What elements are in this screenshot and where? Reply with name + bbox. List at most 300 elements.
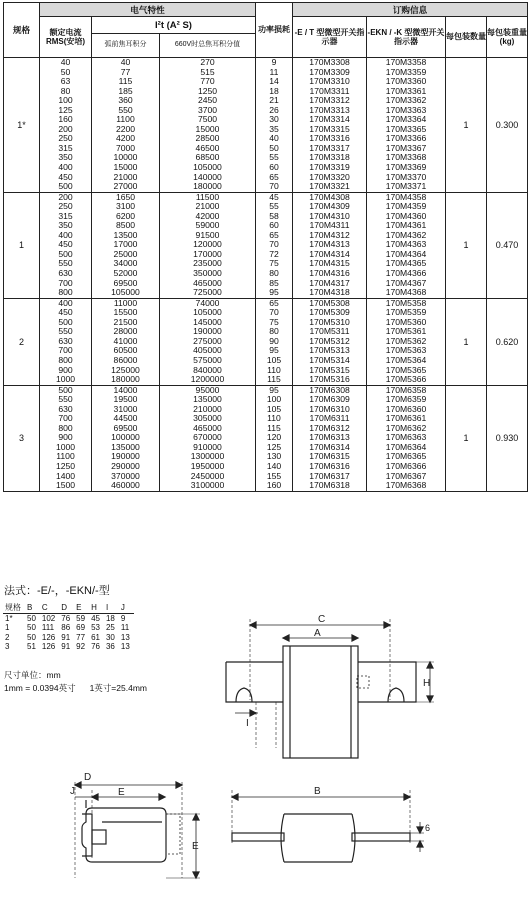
table-cell: 160 bbox=[266, 480, 282, 491]
dim-header-cell: E bbox=[74, 603, 89, 613]
dim-cell: 91 bbox=[61, 642, 71, 651]
table-cell: 125 bbox=[58, 104, 73, 115]
table-cell: 86000 bbox=[113, 354, 138, 365]
table-cell: 840000 bbox=[193, 364, 222, 375]
table-cell: 465000 bbox=[193, 422, 222, 433]
size-cell: 1 bbox=[4, 192, 40, 298]
table-cell: 95 bbox=[269, 345, 279, 356]
table-cell: 34000 bbox=[113, 258, 138, 269]
table-cell: 105000 bbox=[193, 162, 222, 173]
dim-cell: 45 bbox=[91, 613, 100, 623]
table-cell: 70 bbox=[269, 239, 279, 250]
dim-cell: 126 bbox=[41, 642, 56, 651]
table-cell: 910000 bbox=[193, 441, 222, 452]
table-cell: 190000 bbox=[111, 451, 140, 462]
table-cell: 170M3369 bbox=[385, 162, 427, 173]
header-rated-current: 额定电流 RMS(安培) bbox=[40, 17, 92, 58]
table-cell: 170M4308 bbox=[309, 191, 350, 202]
table-cell: 170M3358 bbox=[385, 57, 427, 67]
type-line: 法式：-E/-，-EKN/-型 bbox=[4, 585, 110, 597]
label-H: H bbox=[423, 678, 431, 689]
label-J: J bbox=[70, 786, 75, 797]
table-cell: 180000 bbox=[111, 374, 140, 385]
table-cell: 7000 bbox=[115, 142, 136, 153]
table-cell: 170M4365 bbox=[385, 258, 427, 269]
table-cell: 105000 bbox=[193, 307, 222, 318]
table-cell: 8500 bbox=[115, 220, 136, 231]
table-cell: 170M5360 bbox=[385, 316, 427, 327]
table-cell: 315 bbox=[58, 142, 73, 153]
dim-cell: 91 bbox=[61, 632, 71, 642]
table-cell: 13500 bbox=[113, 229, 138, 240]
table-cell: 3100 bbox=[115, 201, 136, 212]
table-cell: 170M4313 bbox=[309, 239, 350, 250]
label-E-side: E bbox=[118, 787, 125, 798]
weight-cell: 0.930 bbox=[487, 385, 528, 491]
table-cell: 69500 bbox=[113, 422, 138, 433]
table-cell: 170M4367 bbox=[385, 277, 427, 288]
table-cell: 170M5361 bbox=[385, 326, 427, 337]
table-cell: 400 bbox=[58, 229, 73, 240]
table-cell: 170M3317 bbox=[309, 142, 350, 153]
table-cell: 21000 bbox=[113, 171, 138, 182]
table-cell: 17000 bbox=[113, 239, 138, 250]
table-cell: 500 bbox=[58, 248, 73, 259]
table-cell: 400 bbox=[58, 297, 73, 308]
table-cell: 1100 bbox=[116, 114, 135, 125]
table-cell: 170M4361 bbox=[385, 220, 427, 231]
table-cell: 170M3364 bbox=[385, 114, 427, 125]
table-cell: 170M5309 bbox=[309, 307, 350, 318]
table-cell: 26 bbox=[269, 104, 279, 115]
dim-cell: 18 bbox=[105, 613, 115, 623]
dim-cell: 25 bbox=[105, 623, 115, 632]
label-I: I bbox=[246, 718, 249, 729]
table-cell: 170M6310 bbox=[309, 403, 350, 414]
table-cell: 725000 bbox=[193, 287, 222, 298]
header-prearc: 弧前焦耳积分 bbox=[92, 34, 160, 58]
table-cell: 105 bbox=[266, 403, 282, 414]
table-cell: 70 bbox=[269, 307, 279, 318]
table-cell: 465000 bbox=[193, 277, 222, 288]
table-cell: 800 bbox=[58, 422, 73, 433]
table-cell: 2450 bbox=[197, 95, 218, 106]
dim-header-cell: C bbox=[40, 603, 59, 613]
table-cell: 170M3320 bbox=[309, 171, 350, 182]
size-cell: 2 bbox=[4, 298, 40, 385]
table-cell: 170M3311 bbox=[309, 85, 350, 96]
table-cell: 80 bbox=[269, 268, 279, 279]
table-cell: 170M5362 bbox=[385, 335, 427, 346]
table-cell: 400 bbox=[58, 162, 73, 173]
table-cell: 15500 bbox=[113, 307, 138, 318]
table-cell: 170M3319 bbox=[309, 162, 350, 173]
table-cell: 1950000 bbox=[190, 460, 225, 471]
label-6: 6 bbox=[425, 823, 431, 833]
table-cell: 170M3308 bbox=[309, 57, 350, 67]
table-cell: 200 bbox=[58, 123, 73, 134]
table-cell: 170M4368 bbox=[385, 287, 427, 298]
dim-cell: 1* bbox=[5, 613, 13, 623]
table-cell: 170M4312 bbox=[309, 229, 350, 240]
table-cell: 100 bbox=[266, 394, 282, 405]
table-cell: 95 bbox=[269, 384, 279, 395]
header-ekn-type: -EKN / -K 型微型开关指示器 bbox=[367, 17, 446, 58]
table-cell: 140 bbox=[266, 460, 282, 471]
table-cell: 60500 bbox=[113, 345, 138, 356]
table-cell: 170M4359 bbox=[385, 201, 427, 212]
table-cell: 65 bbox=[269, 171, 279, 182]
table-cell: 80 bbox=[60, 85, 71, 96]
table-cell: 250 bbox=[58, 201, 73, 212]
table-cell: 19500 bbox=[113, 394, 138, 405]
table-cell: 2450000 bbox=[190, 470, 225, 481]
table-cell: 77 bbox=[120, 66, 131, 77]
table-cell: 170M4366 bbox=[385, 268, 427, 279]
dim-cell: 50 bbox=[27, 632, 36, 642]
table-cell: 115 bbox=[267, 422, 281, 433]
table-cell: 105000 bbox=[111, 287, 140, 298]
table-cell: 100000 bbox=[111, 432, 140, 443]
dim-cell: 9 bbox=[120, 613, 126, 623]
table-cell: 21500 bbox=[113, 316, 138, 327]
table-cell: 27000 bbox=[113, 181, 138, 192]
table-cell: 170M4309 bbox=[309, 201, 350, 212]
dim-cell: 2 bbox=[5, 632, 10, 642]
table-cell: 65 bbox=[269, 229, 279, 240]
table-cell: 170M3321 bbox=[309, 181, 350, 192]
table-cell: 900 bbox=[58, 432, 73, 443]
table-cell: 120 bbox=[266, 432, 282, 443]
top-view bbox=[232, 786, 430, 862]
table-cell: 170M6316 bbox=[309, 460, 350, 471]
unit-label: 尺寸单位：mm bbox=[4, 670, 61, 680]
table-cell: 1500 bbox=[55, 480, 76, 491]
table-cell: 450 bbox=[58, 171, 73, 182]
table-cell: 170M3361 bbox=[385, 85, 427, 96]
table-cell: 315 bbox=[58, 210, 73, 221]
table-cell: 95 bbox=[269, 287, 279, 298]
table-cell: 69500 bbox=[113, 277, 138, 288]
table-cell: 15000 bbox=[195, 123, 220, 134]
table-cell: 170M3368 bbox=[385, 152, 427, 163]
table-cell: 170M6367 bbox=[385, 470, 427, 481]
table-cell: 500 bbox=[58, 316, 73, 327]
dim-cell: 92 bbox=[76, 642, 86, 651]
table-cell: 170M3309 bbox=[309, 66, 350, 77]
table-cell: 1100 bbox=[56, 451, 75, 462]
table-cell: 46500 bbox=[195, 142, 220, 153]
table-cell: 170M3360 bbox=[385, 76, 427, 87]
table-cell: 115 bbox=[118, 76, 133, 87]
header-i2t: I²t (A² S) bbox=[92, 17, 256, 34]
table-cell: 170M6312 bbox=[309, 422, 350, 433]
header-electrical: 电气特性 bbox=[40, 3, 256, 17]
table-cell: 630 bbox=[58, 268, 73, 279]
weight-cell: 0.300 bbox=[487, 58, 528, 193]
table-cell: 170M4316 bbox=[309, 268, 350, 279]
table-cell: 110 bbox=[267, 413, 281, 424]
table-cell: 200 bbox=[58, 191, 73, 202]
table-cell: 170M6313 bbox=[309, 432, 350, 443]
table-cell: 800 bbox=[58, 354, 73, 365]
table-cell: 170M3316 bbox=[309, 133, 350, 144]
table-cell: 170M3362 bbox=[385, 95, 427, 106]
dim-header-cell: B bbox=[25, 603, 40, 613]
table-cell: 170M6308 bbox=[309, 384, 350, 395]
table-cell: 360 bbox=[118, 95, 133, 106]
table-cell: 170M4363 bbox=[385, 239, 427, 250]
dim-header-cell: I bbox=[104, 603, 119, 613]
table-cell: 170M4358 bbox=[385, 191, 427, 202]
table-cell: 305000 bbox=[193, 413, 222, 424]
table-cell: 170M6368 bbox=[385, 480, 427, 491]
table-cell: 50 bbox=[269, 142, 279, 153]
table-cell: 125 bbox=[266, 441, 282, 452]
table-cell: 170M3359 bbox=[385, 66, 427, 77]
table-cell: 11500 bbox=[195, 191, 220, 202]
dim-cell: 77 bbox=[76, 632, 86, 642]
table-cell: 170M3371 bbox=[385, 181, 427, 192]
table-cell: 35 bbox=[269, 123, 279, 134]
table-cell: 170M6358 bbox=[385, 384, 427, 395]
table-cell: 170M3365 bbox=[385, 123, 427, 134]
table-cell: 370000 bbox=[111, 470, 140, 481]
header-quantity: 每包装数量 bbox=[446, 17, 487, 58]
dim-cell: 36 bbox=[105, 642, 115, 651]
header-size: 规格 bbox=[4, 3, 40, 58]
dim-cell: 126 bbox=[41, 632, 56, 642]
header-power-loss: 功率损耗 bbox=[256, 3, 293, 58]
table-cell: 140000 bbox=[193, 171, 222, 182]
table-cell: 170M4310 bbox=[309, 210, 350, 221]
table-cell: 270 bbox=[200, 57, 215, 67]
table-cell: 170M5311 bbox=[309, 326, 350, 337]
table-cell: 630 bbox=[58, 403, 73, 414]
quantity-cell: 1 bbox=[446, 192, 487, 298]
table-cell: 1000 bbox=[55, 441, 76, 452]
table-cell: 180000 bbox=[193, 181, 222, 192]
table-cell: 59000 bbox=[195, 220, 220, 231]
table-cell: 72 bbox=[269, 248, 279, 259]
table-cell: 170M6363 bbox=[385, 432, 427, 443]
table-cell: 14000 bbox=[113, 384, 138, 395]
table-cell: 170M6361 bbox=[385, 413, 427, 424]
table-cell: 80 bbox=[269, 326, 279, 337]
table-cell: 45 bbox=[269, 191, 279, 202]
table-cell: 63 bbox=[60, 76, 71, 87]
dim-cell: 53 bbox=[91, 623, 100, 632]
table-cell: 170M5310 bbox=[309, 316, 350, 327]
table-cell: 170M4362 bbox=[385, 229, 427, 240]
table-cell: 90 bbox=[269, 335, 279, 346]
header-order-info: 订购信息 bbox=[293, 3, 528, 17]
table-cell: 630 bbox=[58, 335, 73, 346]
table-cell: 74000 bbox=[195, 297, 220, 308]
table-cell: 1400 bbox=[55, 470, 76, 481]
table-cell: 515 bbox=[200, 66, 215, 77]
table-cell: 170M3310 bbox=[309, 76, 350, 87]
table-cell: 145000 bbox=[193, 316, 222, 327]
table-cell: 160 bbox=[58, 114, 73, 125]
size-cell: 1* bbox=[4, 58, 40, 193]
table-cell: 170M6318 bbox=[309, 480, 350, 491]
table-cell: 11000 bbox=[113, 297, 138, 308]
table-cell: 31000 bbox=[113, 403, 138, 414]
dim-cell: 111 bbox=[41, 623, 55, 632]
table-cell: 550 bbox=[58, 394, 73, 405]
table-cell: 170M4360 bbox=[385, 210, 427, 221]
label-E-vertical: E bbox=[192, 841, 199, 852]
table-cell: 170M3318 bbox=[309, 152, 350, 163]
table-cell: 170M5365 bbox=[385, 364, 427, 375]
dim-cell: 50 bbox=[27, 623, 36, 632]
table-cell: 350 bbox=[58, 152, 73, 163]
label-A: A bbox=[314, 628, 321, 639]
table-cell: 170M5308 bbox=[309, 297, 350, 308]
table-cell: 170M6315 bbox=[309, 451, 350, 462]
table-cell: 58 bbox=[269, 210, 279, 221]
table-cell: 170M6362 bbox=[385, 422, 427, 433]
table-cell: 170M6314 bbox=[309, 441, 350, 452]
table-cell: 170M6360 bbox=[385, 403, 427, 414]
table-cell: 2200 bbox=[115, 123, 136, 134]
table-cell: 50 bbox=[60, 66, 71, 77]
table-cell: 155 bbox=[266, 470, 282, 481]
table-cell: 170M5316 bbox=[309, 374, 350, 385]
table-cell: 170M4317 bbox=[309, 277, 350, 288]
table-cell: 170M6366 bbox=[385, 460, 427, 471]
table-cell: 135000 bbox=[193, 394, 222, 405]
dim-cell: 59 bbox=[76, 613, 86, 623]
table-cell: 170M3315 bbox=[309, 123, 350, 134]
table-cell: 95000 bbox=[195, 384, 220, 395]
table-cell: 60 bbox=[269, 162, 279, 173]
header-weight: 每包装重量(kg) bbox=[487, 17, 528, 58]
table-cell: 1300000 bbox=[190, 451, 225, 462]
table-cell: 110 bbox=[267, 364, 281, 375]
table-cell: 130 bbox=[266, 451, 282, 462]
front-view bbox=[226, 614, 434, 758]
dim-cell: 102 bbox=[41, 613, 56, 623]
table-cell: 450 bbox=[58, 307, 73, 318]
table-cell: 900 bbox=[58, 364, 73, 375]
table-cell: 170M5315 bbox=[309, 364, 350, 375]
table-cell: 42000 bbox=[195, 210, 220, 221]
table-cell: 700 bbox=[58, 277, 73, 288]
table-cell: 120000 bbox=[193, 239, 222, 250]
table-cell: 170M6365 bbox=[385, 451, 427, 462]
table-cell: 350 bbox=[58, 220, 73, 231]
table-cell: 170M5359 bbox=[385, 307, 427, 318]
dim-cell: 86 bbox=[61, 623, 71, 632]
table-cell: 55 bbox=[269, 152, 279, 163]
table-cell: 70 bbox=[269, 181, 279, 192]
table-cell: 1250 bbox=[55, 460, 76, 471]
table-cell: 500 bbox=[58, 384, 73, 395]
table-cell: 25000 bbox=[113, 248, 138, 259]
table-cell: 170M5312 bbox=[309, 335, 350, 346]
table-cell: 1200000 bbox=[190, 374, 225, 385]
table-cell: 100 bbox=[58, 95, 73, 106]
header-total: 660V时总焦耳积分值 bbox=[160, 34, 256, 58]
table-cell: 21000 bbox=[195, 201, 220, 212]
table-cell: 170M5366 bbox=[385, 374, 427, 385]
table-cell: 185 bbox=[118, 85, 133, 96]
quantity-cell: 1 bbox=[446, 58, 487, 193]
table-cell: 115 bbox=[267, 374, 281, 385]
table-cell: 52000 bbox=[113, 268, 138, 279]
table-cell: 4200 bbox=[115, 133, 136, 144]
table-cell: 15000 bbox=[113, 162, 138, 173]
table-cell: 170M6317 bbox=[309, 470, 350, 481]
dim-cell: 30 bbox=[105, 632, 115, 642]
dim-cell: 11 bbox=[120, 623, 130, 632]
table-cell: 235000 bbox=[193, 258, 222, 269]
table-cell: 30 bbox=[269, 114, 279, 125]
table-cell: 14 bbox=[269, 76, 279, 87]
table-cell: 44500 bbox=[113, 413, 138, 424]
table-cell: 170M3363 bbox=[385, 104, 427, 115]
table-cell: 170M6311 bbox=[309, 413, 350, 424]
unit-conversion: 1mm = 0.0394英寸 1英寸=25.4mm bbox=[4, 683, 147, 693]
table-cell: 550 bbox=[58, 258, 73, 269]
table-cell: 3100000 bbox=[190, 480, 225, 491]
table-cell: 28500 bbox=[195, 133, 220, 144]
table-cell: 170M4311 bbox=[309, 220, 350, 231]
dim-header-cell: 规格 bbox=[3, 603, 25, 613]
table-cell: 170M3314 bbox=[309, 114, 350, 125]
table-cell: 290000 bbox=[111, 460, 140, 471]
table-cell: 550 bbox=[118, 104, 133, 115]
table-cell: 800 bbox=[58, 287, 73, 298]
table-cell: 11 bbox=[269, 66, 279, 77]
dim-cell: 61 bbox=[91, 632, 100, 642]
table-cell: 170M5313 bbox=[309, 345, 350, 356]
table-cell: 65 bbox=[269, 297, 279, 308]
size-cell: 3 bbox=[4, 385, 40, 491]
dim-cell: 1 bbox=[5, 623, 10, 632]
table-cell: 670000 bbox=[193, 432, 222, 443]
table-cell: 575000 bbox=[193, 354, 222, 365]
table-cell: 40 bbox=[120, 57, 131, 67]
table-cell: 170M3313 bbox=[309, 104, 350, 115]
header-et-type: -E / T 型微型开关指示器 bbox=[293, 17, 367, 58]
table-cell: 10000 bbox=[113, 152, 138, 163]
table-cell: 275000 bbox=[193, 335, 222, 346]
table-cell: 75 bbox=[269, 258, 279, 269]
dim-cell: 50 bbox=[27, 613, 36, 623]
table-cell: 190000 bbox=[193, 326, 222, 337]
table-cell: 68500 bbox=[195, 152, 220, 163]
table-cell: 170M5363 bbox=[385, 345, 427, 356]
table-cell: 210000 bbox=[193, 403, 222, 414]
weight-cell: 0.470 bbox=[487, 192, 528, 298]
table-cell: 170M3367 bbox=[385, 142, 427, 153]
dim-header-cell: J bbox=[119, 603, 134, 613]
table-cell: 170M4318 bbox=[309, 287, 350, 298]
table-cell: 170M3366 bbox=[385, 133, 427, 144]
table-cell: 85 bbox=[269, 277, 279, 288]
table-cell: 550 bbox=[58, 326, 73, 337]
table-cell: 170M6359 bbox=[385, 394, 427, 405]
table-cell: 405000 bbox=[193, 345, 222, 356]
label-D: D bbox=[84, 772, 92, 783]
table-cell: 170M6364 bbox=[385, 441, 427, 452]
table-cell: 55 bbox=[269, 201, 279, 212]
weight-cell: 0.620 bbox=[487, 298, 528, 385]
table-cell: 40 bbox=[269, 133, 279, 144]
